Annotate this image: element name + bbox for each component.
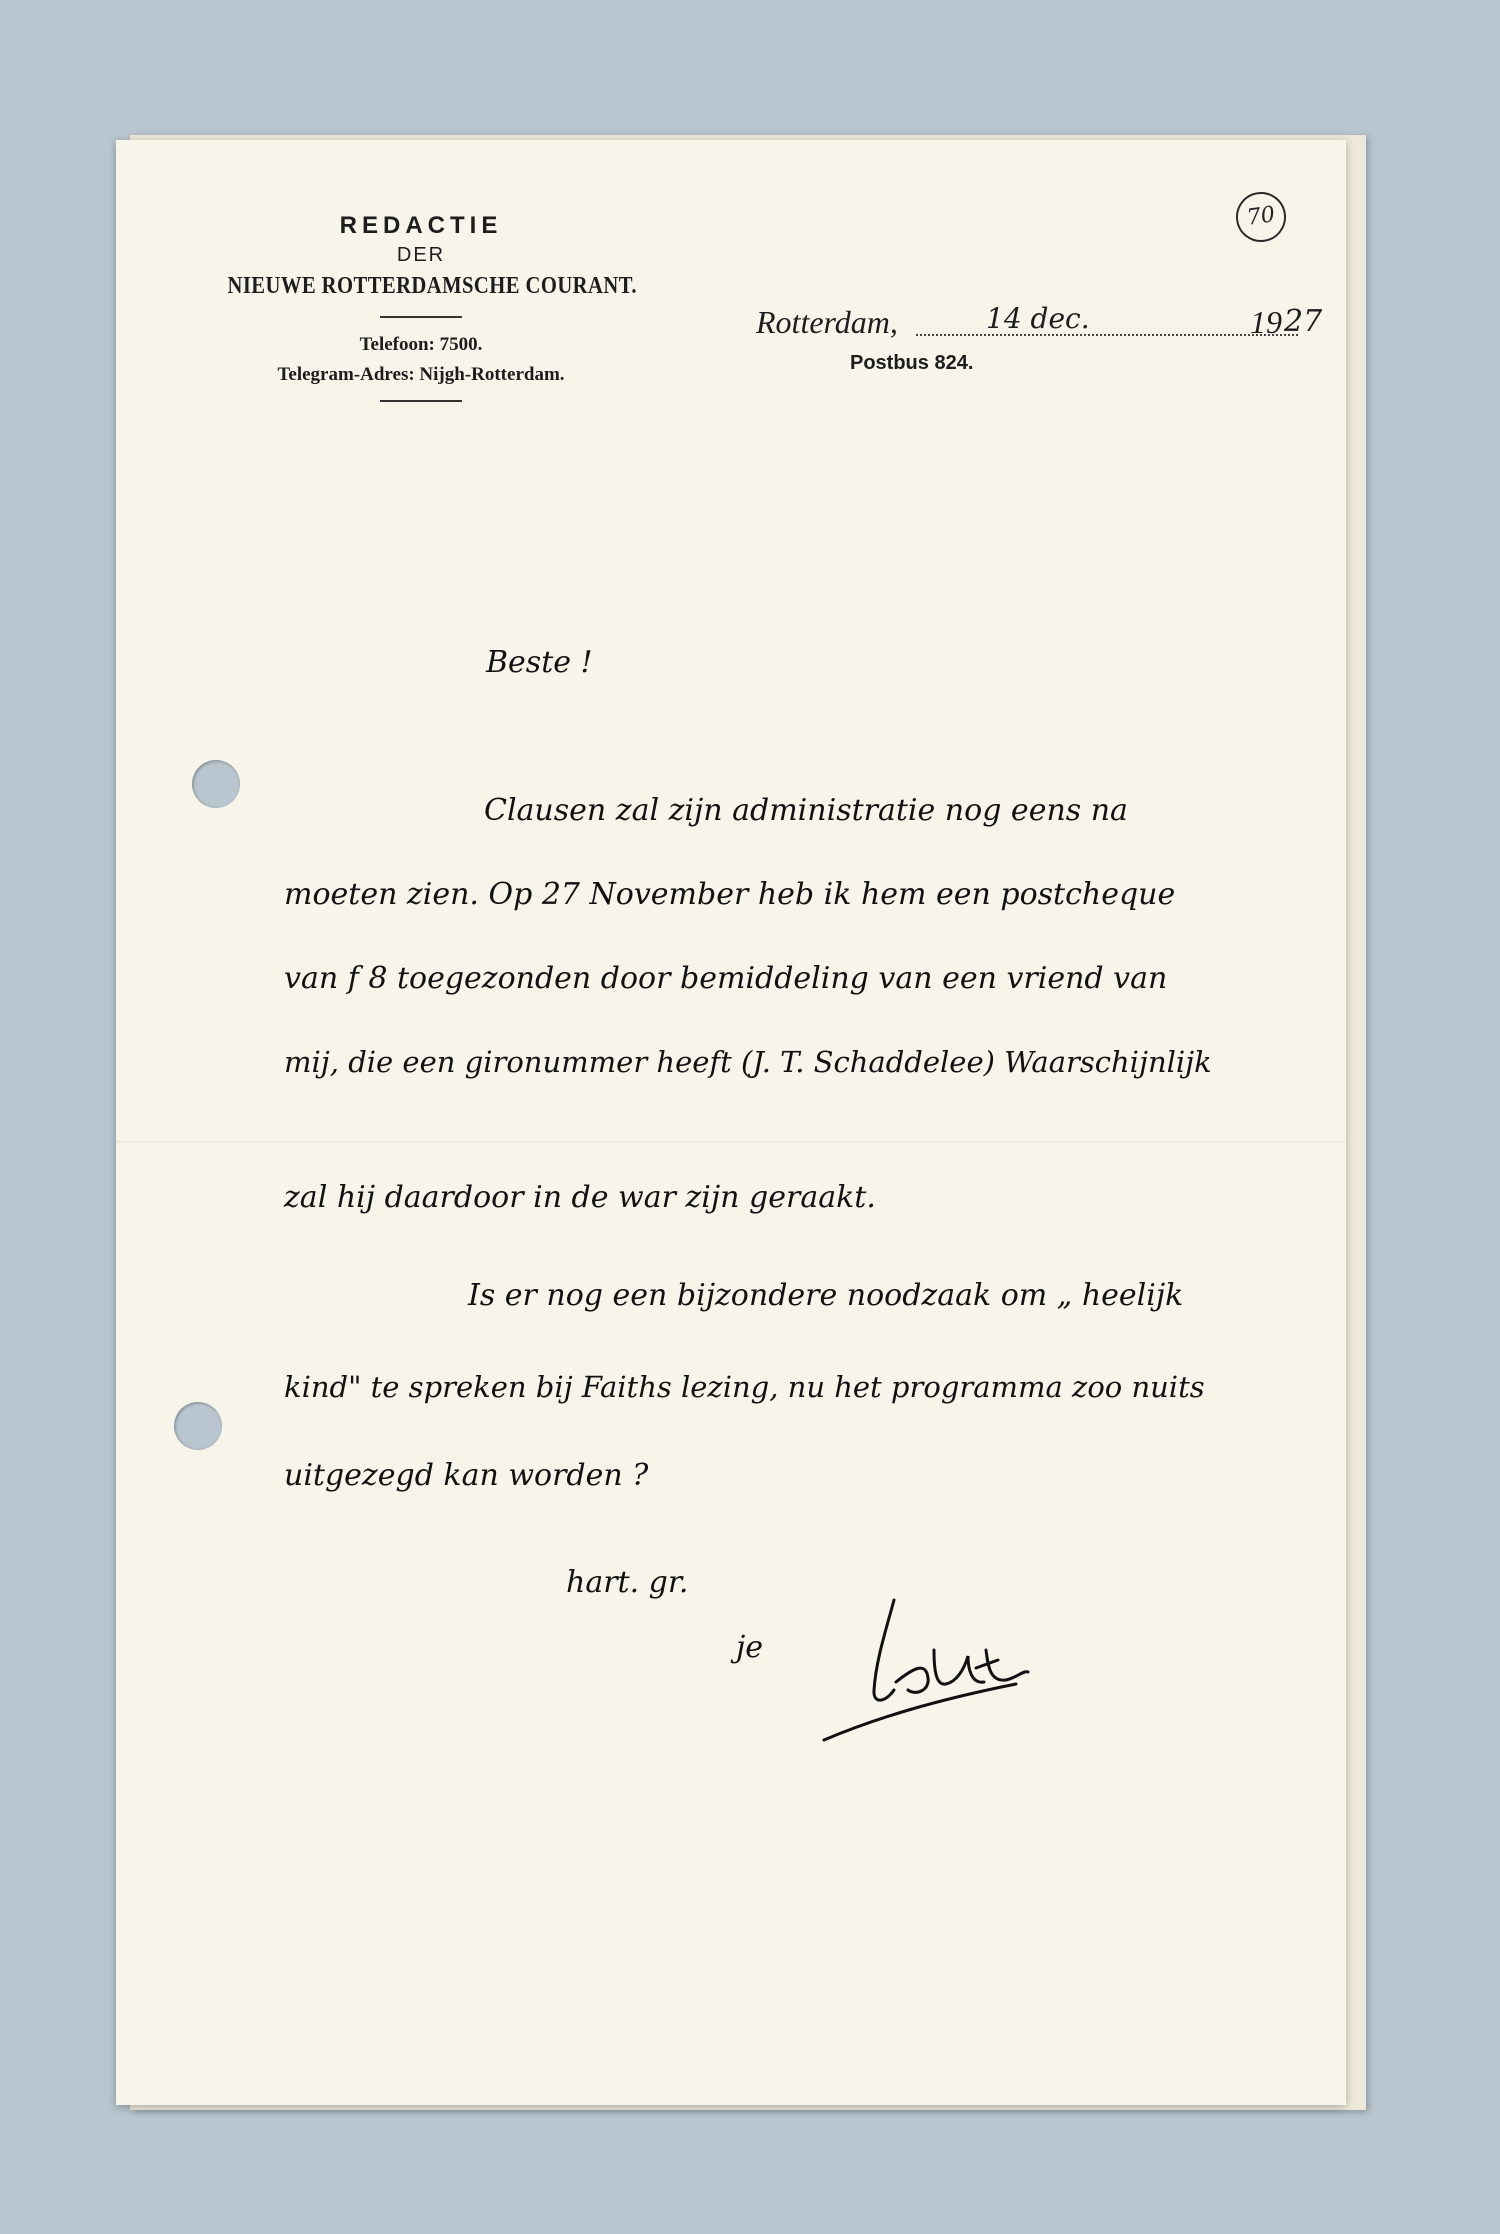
letter-line: mij, die een gironummer heeft (J. T. Schaddelee) Waarschijnlijk bbox=[284, 1045, 1212, 1079]
letter-line: Is er nog een bijzondere noodzaak om „ heelijk bbox=[468, 1278, 1184, 1313]
letterhead bbox=[196, 212, 646, 402]
letter-closing-je: je bbox=[736, 1630, 764, 1665]
letter-line: kind" te spreken bij Faiths lezing, nu het programma zoo nuits bbox=[284, 1370, 1205, 1404]
letter-line: zal hij daardoor in de war zijn geraakt. bbox=[284, 1180, 876, 1215]
dateline-year-printed: 19 bbox=[1250, 304, 1282, 340]
letterhead-telegram: Telegram-Adres: Nijgh-Rotterdam. bbox=[277, 364, 565, 385]
dateline-year-handwritten: 27 bbox=[1284, 304, 1323, 339]
letterhead-divider-bottom bbox=[380, 400, 462, 402]
dateline-city: Rotterdam, bbox=[756, 304, 898, 340]
letterhead-der: DER bbox=[396, 244, 446, 266]
letter-salutation: Beste ! bbox=[486, 645, 593, 680]
letter-line: Clausen zal zijn administratie nog eens na bbox=[484, 793, 1128, 828]
punch-hole-top bbox=[192, 760, 240, 808]
letter-closing: hart. gr. bbox=[566, 1565, 689, 1600]
punch-hole-bottom bbox=[174, 1402, 222, 1450]
letterhead-phone: Telefoon: 7500. bbox=[359, 334, 483, 355]
dateline-day-month: 14 dec. bbox=[986, 302, 1090, 335]
letterhead-newspaper-name: NIEUWE ROTTERDAMSCHE COURANT. bbox=[227, 273, 637, 299]
letter-sheet bbox=[116, 140, 1346, 2105]
dateline-dotted-rule bbox=[916, 334, 1298, 336]
letter-line: uitgezegd kan worden ? bbox=[284, 1458, 649, 1493]
letter-line: moeten zien. Op 27 November heb ik hem een postcheque bbox=[284, 877, 1176, 912]
letter-line: van f 8 toegezonden door bemiddeling van een vriend van bbox=[284, 961, 1168, 996]
letterhead-divider bbox=[380, 316, 462, 318]
paper-fold bbox=[116, 1140, 1346, 1143]
dateline bbox=[756, 300, 1323, 344]
page-number-circle: 70 bbox=[1233, 189, 1289, 245]
letterhead-redactie: REDACTIE bbox=[339, 212, 503, 239]
handwritten-signature bbox=[816, 1590, 1046, 1750]
dateline-postbus: Postbus 824. bbox=[850, 352, 974, 374]
